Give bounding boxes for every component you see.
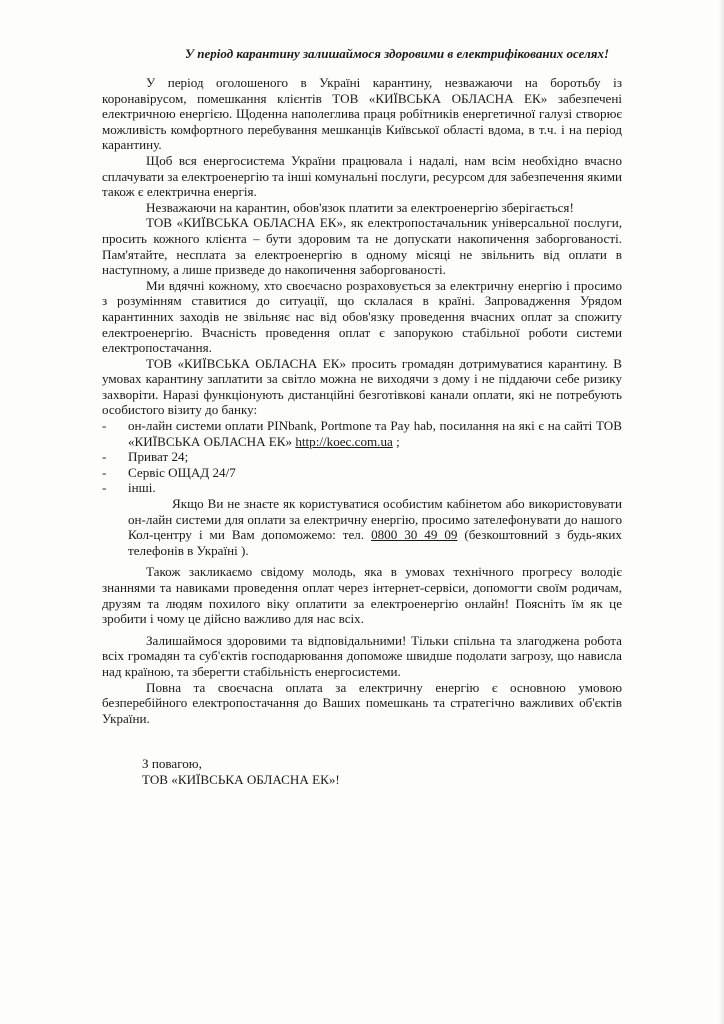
list-dash: - <box>102 449 107 465</box>
payment-channel-text: он-лайн системи оплати PINbank, Portmone та Pay hab, посилання на які є на сайті ТОВ «КИЇВСЬКА ОБЛАСНА ЕК» <box>128 418 622 449</box>
signature-company: ТОВ «КИЇВСЬКА ОБЛАСНА ЕК»! <box>142 772 340 788</box>
call-center-phone-link[interactable]: 0800 30 49 09 <box>371 527 458 543</box>
scan-shadow-edge <box>718 0 724 1024</box>
document-title: У період карантину залишаймося здоровими в електрифікованих оселях! <box>184 46 610 61</box>
paragraph-call-center <box>128 496 622 558</box>
paragraph-quarantine-payment: ТОВ «КИЇВСЬКА ОБЛАСНА ЕК» просить громадян дотримуватися карантину. В умовах карантину заплатити за світло можна не виходячи з дому і не піддаючи себе ризику захворіти. Наразі функціонують дистанційні безготівкові канали оплати, які не потребують особистого візиту до банку: <box>102 355 622 418</box>
list-dash: - <box>102 480 107 496</box>
paragraph-timely-payment: Повна та своєчасна оплата за електричну енергію є основною умовою безперебійного електропостачання до Ваших помешкань та стратегічно важливих об'єктів України. <box>102 679 622 726</box>
payment-channel-privat <box>102 449 622 465</box>
koec-website-link[interactable]: http://koec.com.ua <box>295 433 393 449</box>
signature-regards: З повагою, <box>142 756 202 772</box>
call-center-note: (безкоштовний з будь-яких телефонів в Україні ). <box>128 527 622 558</box>
payment-channel-other <box>102 480 622 496</box>
payment-channel-online <box>102 418 622 449</box>
paragraph-gratitude: Ми вдячні кожному, хто своєчасно розраховується за електричну енергію і просимо з розумінням ставитися до ситуації, що склалася в країні. Запровадження Урядом карантинних заходів не звільняє нас від обов'язку проведення вчасних оплат за спожиту електроенергію. Вчасність проведення оплат є запорукою стабільної роботи системи електропостачання. <box>102 277 622 356</box>
document-body <box>102 46 622 788</box>
help-block <box>102 496 622 558</box>
payment-channel-oschad <box>102 465 622 481</box>
paragraph-intro: У період оголошеного в Україні карантину, незважаючи на боротьбу із коронавірусом, помешкання клієнтів ТОВ «КИЇВСЬКА ОБЛАСНА ЕК» забезпечені електричною енергією. Щоденна наполеглива праця робітників енергетичної галузі створює можливість комфортного перебування мешканців Київської області вдома, в т.ч. і на період карантину. <box>102 75 622 153</box>
paragraph-universal-service: ТОВ «КИЇВСЬКА ОБЛАСНА ЕК», як електропостачальник універсальної послуги, просить кожного клієнта – бути здоровим та не допускати накопичення заборгованості. Пам'ятайте, несплата за електроенергію в одному місяці не звільнить від оплати в наступному, а лише призведе до накопичення заборгованості. <box>102 215 622 278</box>
payment-channel-text: інші. <box>128 480 156 496</box>
list-dash: - <box>102 418 107 434</box>
payment-channels-list <box>102 418 622 496</box>
call-center-text: Якщо Ви не знаєте як користуватися особистим кабінетом або використовувати он-лайн системи для оплати за електричну енергію, просимо зателефонувати до нашого Кол-центру і ми Вам допоможемо: тел. <box>128 496 622 543</box>
payment-channel-suffix: ; <box>392 433 400 449</box>
payment-channel-text: Приват 24; <box>128 449 189 465</box>
paragraph-stay-healthy: Залишаймося здоровими та відповідальними! Тільки спільна та злагоджена робота всіх громадян та суб'єктів господарювання допоможе швидше подолати загрозу, що нависла над країною, та зберегти стабільність енергосистеми. <box>102 632 622 679</box>
signature-block <box>102 756 622 788</box>
list-dash: - <box>102 464 107 480</box>
paragraph-pay-on-time: Щоб вся енергосистема України працювала і надалі, нам всім необхідно вчасно сплачувати за електроенергію та інші комунальні послуги, ресурсом для забезпечення якими також є електрична енергія. <box>102 152 622 200</box>
paragraph-obligation: Незважаючи на карантин, обов'язок платити за електроенергію зберігається! <box>146 199 574 215</box>
paragraph-youth-appeal: Також закликаємо свідому молодь, яка в умовах технічного прогресу володіє знаннями та навиками проведення оплат через інтернет-сервіси, допомогти своїм родичам, друзям та людям похилого віку оплатити за електроенергію онлайн! Поясніть їм як це зробити і чому це дійсно важливо для нас всіх. <box>102 564 622 627</box>
payment-channel-text: Сервіс ОЩАД 24/7 <box>128 464 236 480</box>
